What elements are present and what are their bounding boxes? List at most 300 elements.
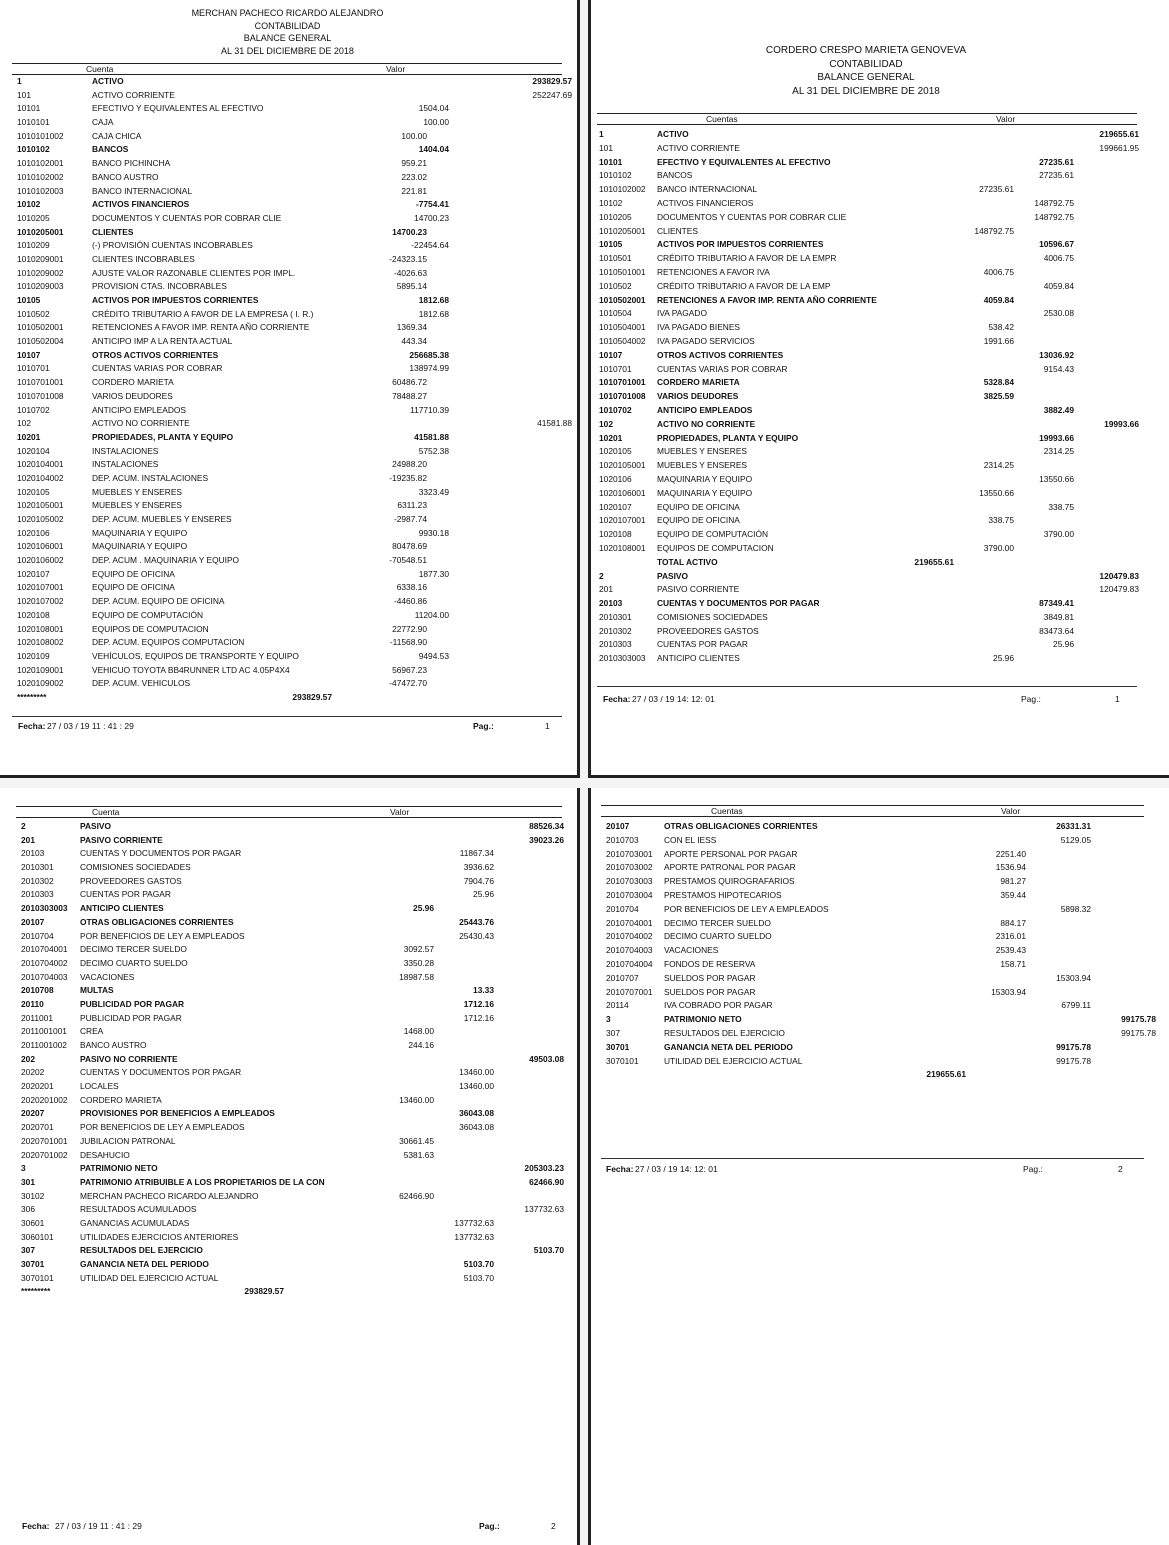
account-value: -19235.82 — [389, 472, 427, 483]
account-value: 338.75 — [988, 515, 1014, 526]
account-code: 10101 — [599, 156, 623, 167]
report-page-3 — [0, 788, 580, 1545]
account-code: 10201 — [599, 432, 623, 443]
page-footer — [22, 1520, 562, 1532]
account-name: ACTIVOS FINANCIEROS — [92, 199, 190, 210]
account-name: ANTICIPO EMPLEADOS — [92, 404, 187, 415]
account-code: 2010703 — [606, 834, 639, 845]
account-value: 1404.04 — [418, 144, 449, 155]
account-value: 1536.94 — [995, 862, 1026, 873]
account-name: AJUSTE VALOR RAZONABLE CLIENTES POR IMPL. — [92, 267, 296, 278]
account-row — [17, 335, 562, 349]
account-value: 25430.43 — [459, 930, 494, 941]
account-name: PATRIMONIO ATRIBUIBLE A LOS PROPIETARIOS DE LA CON — [80, 1176, 325, 1187]
account-code: 10102 — [17, 199, 41, 210]
account-value: 5752.38 — [418, 445, 449, 456]
account-row — [606, 875, 1166, 889]
account-row — [606, 903, 1166, 917]
account-row — [21, 1285, 566, 1299]
account-name: GANANCIAS ACUMULADAS — [80, 1217, 190, 1228]
account-code: 1020105001 — [17, 500, 64, 511]
account-row — [17, 198, 562, 212]
account-value: 24988.20 — [392, 459, 427, 470]
account-row — [21, 1066, 566, 1080]
account-row — [17, 609, 562, 623]
account-value: -11568.90 — [389, 637, 427, 648]
account-value: 6311.23 — [397, 500, 427, 511]
account-code: 2010703001 — [606, 848, 653, 859]
account-row — [599, 611, 1164, 625]
account-value: 199661.95 — [1099, 142, 1139, 153]
account-name: CLIENTES INCOBRABLES — [92, 253, 195, 264]
account-code: 3060101 — [21, 1231, 54, 1242]
account-name: RESULTADOS ACUMULADOS — [80, 1204, 197, 1215]
account-value: 13036.92 — [1039, 349, 1074, 360]
account-code: 2010704002 — [606, 931, 653, 942]
account-value: 36043.08 — [459, 1122, 494, 1133]
account-name: ANTICIPO CLIENTES — [80, 903, 164, 914]
account-code: 1010102001 — [17, 158, 64, 169]
account-code: 2010301 — [599, 611, 632, 622]
account-code: 30601 — [21, 1217, 45, 1228]
account-name: DEP. ACUM. INSTALACIONES — [92, 472, 209, 483]
account-code: 1010209001 — [17, 253, 64, 264]
account-value: 148792.75 — [1034, 211, 1074, 222]
account-row — [21, 820, 566, 834]
account-name: EQUIPO DE OFICINA — [92, 568, 175, 579]
account-name: PASIVO NO CORRIENTE — [80, 1053, 178, 1064]
fecha-label: Fecha: — [18, 721, 46, 731]
account-name: SUELDOS POR PAGAR — [664, 986, 756, 997]
account-code: 1010702 — [599, 404, 632, 415]
account-value: 219655.61 — [1099, 129, 1139, 139]
account-row — [17, 294, 562, 308]
account-value: 293829.57 — [244, 1286, 284, 1297]
account-row — [599, 556, 1164, 570]
account-name: TOTAL ACTIVO — [657, 556, 718, 567]
account-row — [21, 984, 566, 998]
account-value: 78488.27 — [392, 390, 427, 401]
account-row — [21, 1217, 566, 1231]
account-code: 2011001001 — [21, 1026, 67, 1037]
account-row — [21, 861, 566, 875]
account-value: 293829.57 — [292, 691, 332, 702]
account-value: -2987.74 — [393, 514, 427, 524]
account-code: 2010703003 — [606, 876, 653, 887]
account-row — [21, 1176, 566, 1190]
account-row — [17, 102, 562, 116]
account-value: 1812.68 — [418, 295, 449, 305]
account-name: DOCUMENTOS Y CUENTAS POR COBRAR CLIE — [92, 212, 282, 223]
account-code: 1020104002 — [17, 472, 64, 483]
account-row — [21, 1203, 566, 1217]
account-name: MUEBLES Y ENSERES — [657, 460, 747, 471]
account-row — [599, 307, 1164, 321]
account-name: PROPIEDADES, PLANTA Y EQUIPO — [92, 431, 234, 442]
column-cuenta: Cuentas — [711, 806, 743, 816]
account-code: 1010209002 — [17, 267, 64, 278]
company-name: MERCHAN PACHECO RICARDO ALEJANDRO — [191, 8, 384, 18]
account-name: DEP. ACUM. EQUIPOS COMPUTACION — [92, 637, 245, 648]
account-code: 1020107001 — [17, 582, 64, 593]
account-name: (-) PROVISIÓN CUENTAS INCOBRABLES — [92, 240, 253, 251]
account-name: RESULTADOS DEL EJERCICIO — [664, 1027, 785, 1038]
account-value: 27235.61 — [1039, 170, 1074, 181]
account-row — [606, 944, 1166, 958]
account-row — [606, 1041, 1166, 1055]
account-name: DEP. ACUM. VEHICULOS — [92, 678, 191, 689]
account-value: 219655.61 — [926, 1069, 966, 1080]
account-value: 4059.84 — [1043, 280, 1074, 291]
account-value: 5381.63 — [403, 1149, 434, 1160]
account-code: 2010704 — [21, 930, 54, 941]
account-value: 2530.08 — [1043, 308, 1074, 319]
account-code: 2 — [599, 570, 604, 581]
account-value: 18987.58 — [399, 971, 434, 982]
account-value: 41581.88 — [414, 431, 449, 442]
column-header — [12, 63, 562, 75]
account-code: 10107 — [599, 349, 623, 360]
account-name: CUENTAS VARIAS POR COBRAR — [92, 363, 223, 374]
account-value: 148792.75 — [1034, 197, 1074, 208]
account-value: -4026.63 — [393, 267, 427, 278]
account-name: OTROS ACTIVOS CORRIENTES — [92, 349, 219, 360]
account-value: 5103.70 — [463, 1272, 494, 1283]
account-row — [599, 169, 1164, 183]
account-value: 120479.83 — [1099, 584, 1139, 595]
account-value: 15303.94 — [1056, 972, 1091, 983]
account-row — [17, 362, 562, 376]
account-value: 19993.66 — [1104, 418, 1139, 429]
account-code: 307 — [21, 1245, 35, 1256]
account-code: 2020701002 — [21, 1149, 68, 1160]
account-code: 2010703002 — [606, 862, 653, 873]
account-row — [17, 458, 562, 472]
account-code: 2010704003 — [21, 971, 68, 982]
account-name: IVA COBRADO POR PAGAR — [664, 1000, 773, 1011]
account-value: 148792.75 — [974, 225, 1014, 236]
account-name: RETENCIONES A FAVOR IMP. RENTA AÑO CORRIENTE — [92, 322, 310, 333]
account-row — [599, 335, 1164, 349]
fecha-value: 27 / 03 / 19 14: 12: 01 — [632, 694, 715, 704]
account-value: 62466.90 — [529, 1176, 564, 1187]
account-row — [21, 1094, 566, 1108]
account-name: CORDERO MARIETA — [657, 377, 740, 388]
account-code: 1020109001 — [17, 664, 64, 675]
account-row — [17, 267, 562, 281]
account-value: 1712.16 — [463, 1012, 494, 1023]
account-row — [17, 308, 562, 322]
account-name: MULTAS — [80, 985, 114, 996]
account-code: 10105 — [17, 295, 41, 305]
account-code: 1010502001 — [17, 322, 64, 333]
account-code: 1010501001 — [599, 266, 646, 277]
account-name: OTRAS OBLIGACIONES CORRIENTES — [80, 916, 234, 927]
account-code: 20103 — [599, 598, 623, 609]
account-value: 13550.66 — [979, 487, 1014, 498]
account-row — [21, 1231, 566, 1245]
account-row — [17, 171, 562, 185]
account-value: 1712.16 — [463, 998, 494, 1009]
account-row — [599, 321, 1164, 335]
account-code: 1010101002 — [17, 130, 64, 141]
account-name: BANCO INTERNACIONAL — [657, 184, 758, 195]
account-code: 1020105 — [17, 486, 50, 497]
account-row — [21, 1107, 566, 1121]
footer-rule — [597, 686, 1137, 687]
account-code: 20110 — [21, 998, 44, 1009]
account-table — [21, 820, 566, 1299]
account-name: PASIVO CORRIENTE — [80, 834, 163, 845]
account-code: 10105 — [599, 239, 623, 250]
account-row — [606, 861, 1166, 875]
account-row — [599, 625, 1164, 639]
account-name: EQUIPOS DE COMPUTACION — [92, 623, 209, 634]
account-code: 30701 — [21, 1259, 45, 1269]
account-code: 1010701001 — [599, 377, 646, 388]
account-value: 80478.69 — [392, 541, 427, 552]
account-name: EQUIPO DE COMPUTACIÓN — [92, 609, 204, 620]
account-code: 101 — [17, 89, 31, 100]
account-name: APORTE PATRONAL POR PAGAR — [664, 862, 796, 873]
account-value: -4460.86 — [393, 596, 427, 607]
account-name: IVA PAGADO BIENES — [657, 322, 740, 333]
account-value: 256685.38 — [409, 349, 449, 360]
account-name: EFECTIVO Y EQUIVALENTES AL EFECTIVO — [657, 156, 831, 167]
account-value: 1991.66 — [983, 335, 1014, 346]
account-value: 49503.08 — [529, 1053, 564, 1064]
account-value: 538.42 — [988, 322, 1014, 333]
account-row — [599, 501, 1164, 515]
account-value: 9494.53 — [418, 650, 449, 661]
account-value: 3882.49 — [1043, 404, 1074, 415]
account-name: ACTIVO — [657, 129, 689, 139]
account-row — [599, 197, 1164, 211]
account-code: 10101 — [17, 103, 41, 114]
account-row — [599, 542, 1164, 556]
account-value: 959.21 — [401, 158, 427, 169]
account-row — [599, 266, 1164, 280]
account-row — [17, 650, 562, 664]
account-row — [17, 445, 562, 459]
account-code: 2010303 — [21, 889, 54, 900]
account-row — [17, 226, 562, 240]
account-name: ANTICIPO CLIENTES — [657, 653, 740, 664]
account-name: PATRIMONIO NETO — [664, 1014, 742, 1025]
account-value: 5895.14 — [396, 281, 427, 292]
account-name: BANCO AUSTRO — [80, 1040, 147, 1050]
account-value: 41581.88 — [537, 418, 572, 429]
account-code: 201 — [599, 584, 613, 595]
account-value: 137732.63 — [524, 1204, 564, 1215]
account-value: 2316.01 — [995, 931, 1026, 942]
account-name: CUENTAS POR PAGAR — [80, 889, 171, 900]
account-value: 3323.49 — [418, 486, 449, 497]
account-row — [606, 1013, 1166, 1027]
account-code: 30102 — [21, 1190, 45, 1201]
account-row — [21, 875, 566, 889]
account-row — [21, 930, 566, 944]
account-name: VACACIONES — [664, 945, 719, 956]
account-value: 25.96 — [413, 903, 434, 914]
account-value: 2314.25 — [1043, 446, 1074, 457]
account-name: MUEBLES Y ENSERES — [657, 446, 747, 457]
account-row — [21, 888, 566, 902]
account-name: ACTIVOS POR IMPUESTOS CORRIENTES — [92, 295, 259, 305]
account-row — [17, 513, 562, 527]
account-value: 11204.00 — [414, 609, 449, 620]
account-value: 884.17 — [1000, 917, 1026, 928]
column-valor: Valor — [386, 64, 406, 74]
account-row — [599, 418, 1164, 432]
account-code: 2020701001 — [21, 1135, 68, 1146]
account-code: 10201 — [17, 431, 41, 442]
account-code: 2010707001 — [606, 986, 653, 997]
account-code: 1020107001 — [599, 515, 646, 526]
account-value: 5103.70 — [533, 1245, 564, 1256]
account-row — [21, 1272, 566, 1286]
account-code: 1 — [17, 76, 22, 86]
account-row — [17, 417, 572, 431]
account-name: COMISIONES SOCIEDADES — [657, 611, 768, 622]
account-row — [21, 902, 566, 916]
account-value: 7904.76 — [463, 875, 494, 886]
account-name: ACTIVO NO CORRIENTE — [92, 418, 190, 429]
account-row — [17, 540, 562, 554]
account-value: 88526.34 — [529, 821, 564, 831]
account-code: 2010708 — [21, 985, 54, 996]
account-name: SUELDOS POR PAGAR — [664, 972, 756, 983]
account-value: 100.00 — [401, 130, 427, 141]
account-row — [21, 1244, 566, 1258]
account-row — [17, 472, 562, 486]
account-row — [17, 636, 562, 650]
account-name: EFECTIVO Y EQUIVALENTES AL EFECTIVO — [92, 103, 264, 114]
column-valor: Valor — [1001, 806, 1021, 816]
fecha-value: 27 / 03 / 19 11 : 41 : 29 — [55, 1521, 142, 1531]
account-row — [599, 252, 1164, 266]
account-name: COMISIONES SOCIEDADES — [80, 862, 191, 873]
report-page-1 — [0, 0, 580, 778]
account-row — [599, 528, 1164, 542]
column-valor: Valor — [996, 114, 1016, 124]
account-value: 1812.68 — [418, 308, 449, 319]
report-page-4 — [588, 788, 1169, 1545]
account-name: PROVISION CTAS. INCOBRABLES — [92, 281, 227, 292]
fecha-label: Fecha: — [603, 694, 631, 704]
fecha-label: Fecha: — [606, 1164, 634, 1174]
account-code: 1010504001 — [599, 322, 646, 333]
account-name: DECIMO CUARTO SUELDO — [80, 957, 188, 968]
account-row — [606, 958, 1166, 972]
account-code: 1010102002 — [599, 184, 646, 195]
account-row — [599, 142, 1164, 156]
account-row — [17, 431, 562, 445]
account-value: 10596.67 — [1039, 239, 1074, 250]
account-row — [17, 349, 562, 363]
account-name: POR BENEFICIOS DE LEY A EMPLEADOS — [80, 1122, 245, 1133]
account-name: CLIENTES — [92, 226, 134, 237]
account-value: 5103.70 — [463, 1259, 494, 1269]
account-name: CORDERO MARIETA — [80, 1094, 162, 1105]
account-row — [599, 473, 1164, 487]
account-code: 1010502001 — [599, 294, 646, 305]
account-name: APORTE PERSONAL POR PAGAR — [664, 848, 798, 859]
account-row — [606, 1055, 1166, 1069]
account-code: 3 — [606, 1014, 611, 1025]
account-name: ACTIVO CORRIENTE — [92, 89, 175, 100]
pag-value: 1 — [545, 721, 550, 731]
account-value: 6799.11 — [1061, 1000, 1091, 1011]
account-value: 99175.78 — [1056, 1041, 1091, 1052]
account-code: 1020106 — [599, 473, 632, 484]
account-code: 10107 — [17, 349, 41, 360]
account-row — [599, 349, 1164, 363]
account-code: 1010701001 — [17, 377, 64, 388]
account-name: OTROS ACTIVOS CORRIENTES — [657, 349, 784, 360]
account-value: 13460.00 — [399, 1094, 434, 1105]
account-value: 15303.94 — [991, 986, 1026, 997]
account-name: GANANCIA NETA DEL PERIODO — [664, 1041, 793, 1052]
account-row — [17, 390, 562, 404]
account-row — [21, 847, 566, 861]
account-row — [599, 597, 1164, 611]
account-code: 20103 — [21, 848, 45, 859]
account-value: 14700.23 — [414, 212, 449, 223]
account-value: 9930.18 — [418, 527, 449, 538]
account-row — [606, 1027, 1166, 1041]
column-cuenta: Cuenta — [86, 64, 114, 74]
account-code: 2010704003 — [606, 945, 653, 956]
account-name: MUEBLES Y ENSERES — [92, 500, 182, 511]
account-name: CUENTAS VARIAS POR COBRAR — [657, 363, 788, 374]
account-value: 26331.31 — [1056, 821, 1091, 831]
account-row — [21, 1053, 566, 1067]
account-value: 158.71 — [1000, 958, 1026, 969]
account-row — [17, 280, 562, 294]
account-name: EQUIPO DE OFICINA — [657, 501, 740, 512]
account-name: PRESTAMOS QUIROGRAFARIOS — [664, 876, 795, 887]
account-value: 3849.81 — [1043, 611, 1074, 622]
account-name: VARIOS DEUDORES — [92, 390, 173, 401]
account-row — [17, 185, 562, 199]
account-code: ********* — [21, 1286, 51, 1297]
account-value: 100.00 — [423, 117, 449, 128]
account-value: 99175.78 — [1121, 1014, 1156, 1025]
account-name: OTRAS OBLIGACIONES CORRIENTES — [664, 821, 818, 831]
account-value: 3790.00 — [983, 542, 1014, 553]
account-code: 1010205 — [599, 211, 632, 222]
account-code: ********* — [17, 691, 47, 702]
account-value: 3350.28 — [403, 957, 434, 968]
account-code: 102 — [599, 418, 613, 429]
account-value: 99175.78 — [1056, 1055, 1091, 1066]
account-row — [17, 212, 562, 226]
account-value: 13460.00 — [459, 1067, 494, 1078]
column-header — [601, 805, 1144, 817]
account-code: 2010303003 — [599, 653, 646, 664]
account-row — [21, 971, 566, 985]
account-code: 2010704001 — [21, 944, 68, 955]
account-name: DESAHUCIO — [80, 1149, 130, 1160]
fecha-value: 27 / 03 / 19 14: 12: 01 — [635, 1164, 718, 1174]
account-row — [599, 280, 1164, 294]
account-name: GANANCIA NETA DEL PERIODO — [80, 1259, 209, 1269]
account-name: PASIVO — [657, 570, 689, 581]
account-value: 87349.41 — [1039, 598, 1074, 609]
account-value: 2539.43 — [995, 945, 1026, 956]
account-name: DEP. ACUM . MAQUINARIA Y EQUIPO — [92, 555, 240, 566]
